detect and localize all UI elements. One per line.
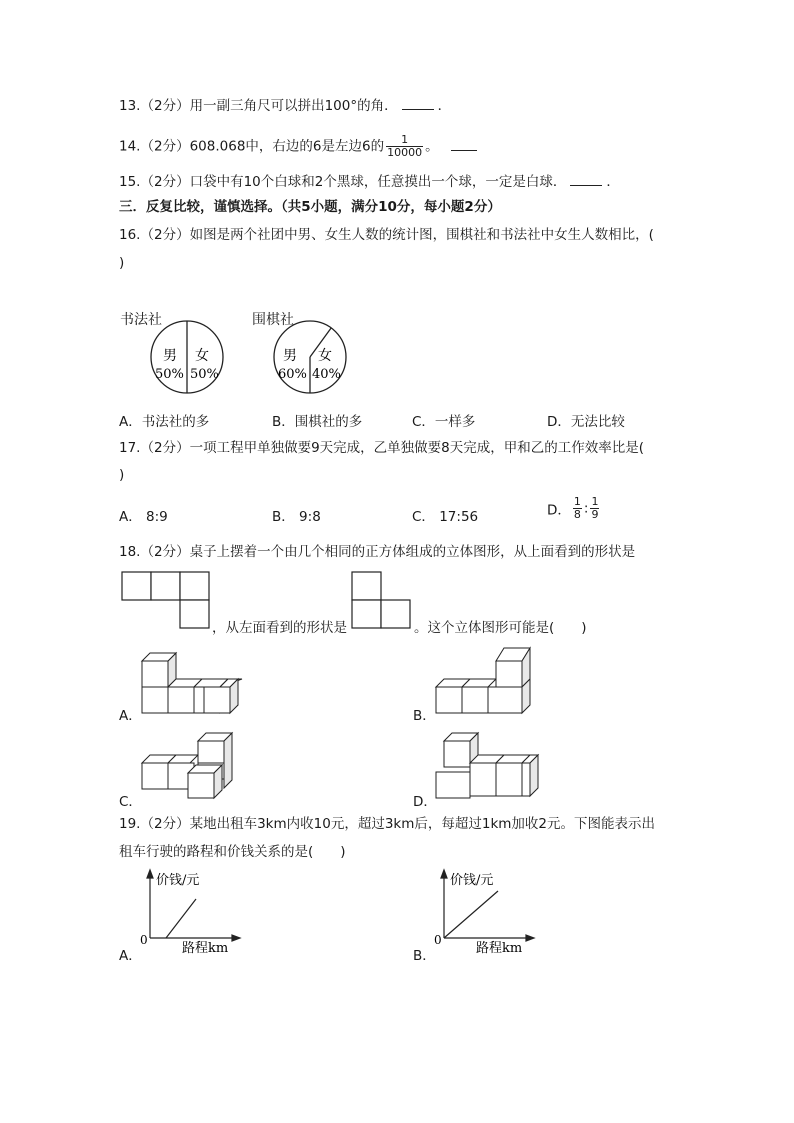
question-number: 15.	[119, 174, 141, 190]
option-b[interactable]: B． 9:8	[272, 509, 321, 525]
y-axis-arrow-icon	[441, 870, 447, 878]
option-label: D．	[547, 502, 571, 519]
chart-title-calligraphy: 书法社	[120, 312, 162, 328]
x-axis-label: 路程km	[476, 941, 523, 956]
option-c[interactable]: C． 17:56	[412, 509, 479, 525]
pie-label-female: 女	[318, 348, 332, 364]
fraction-denominator: 9	[591, 508, 599, 521]
x-axis-arrow-icon	[232, 935, 240, 941]
fraction-numerator: 1	[573, 495, 581, 508]
y-axis-label: 价钱/元	[156, 873, 200, 888]
origin-label: 0	[434, 933, 442, 947]
option-b[interactable]: B．	[413, 708, 436, 724]
question-text: 口袋中有10个白球和2个黑球，任意摸出一个球，一定是白球．	[189, 174, 567, 190]
question-tail: ．	[606, 174, 620, 190]
x-axis-label: 路程km	[182, 941, 229, 956]
question-score: （2分）	[140, 440, 190, 456]
cube-figure-a	[140, 645, 250, 717]
question-text-mid: ，从左面看到的形状是	[212, 620, 347, 636]
option-c[interactable]: C．	[119, 794, 142, 810]
price-line	[444, 891, 498, 938]
option-a[interactable]: A．	[119, 948, 142, 964]
x-axis-arrow-icon	[526, 935, 534, 941]
question-text: 608.068中，右边的6是左边6的	[189, 138, 385, 155]
left-view-figure	[351, 571, 415, 631]
question-text: 用一副三角尺可以拼出100°的角．	[189, 98, 398, 114]
option-c[interactable]: C．一样多	[412, 414, 476, 430]
origin-label: 0	[140, 933, 148, 947]
question-text-cont: 租车行驶的路程和价钱关系的是( )	[119, 844, 346, 860]
question-score: （2分）	[140, 174, 190, 190]
fraction-denominator: 8	[573, 508, 581, 521]
pie-value-female: 40%	[312, 367, 341, 382]
question-18	[119, 543, 635, 561]
question-number: 18.	[119, 544, 141, 560]
question-19	[119, 815, 655, 833]
answer-blank[interactable]	[570, 172, 602, 186]
question-number: 14.	[119, 138, 141, 155]
question-text-end: 。这个立体图形可能是( )	[414, 620, 587, 636]
question-score: （2分）	[140, 816, 190, 832]
section-heading: 三．反复比较，谨慎选择。（共5小题，满分10分，每小题2分）	[119, 199, 501, 215]
question-score: （2分）	[140, 138, 190, 155]
question-number: 13.	[119, 98, 141, 114]
question-number: 17.	[119, 440, 141, 456]
pie-value-male: 60%	[278, 367, 307, 382]
cube-figure-b	[434, 645, 546, 717]
question-15	[119, 172, 620, 191]
pie-label-male: 男	[283, 348, 297, 364]
answer-blank[interactable]	[402, 96, 434, 110]
ratio-colon: :	[583, 500, 589, 517]
pie-label-female: 女	[195, 348, 209, 364]
top-view-figure	[121, 571, 213, 631]
question-14	[119, 134, 481, 159]
question-text: 桌子上摆着一个由几个相同的正方体组成的立体图形，从上面看到的形状是	[189, 544, 636, 560]
question-tail: ．	[437, 98, 452, 114]
question-number: 19.	[119, 816, 141, 832]
question-17	[119, 439, 644, 457]
question-text: 一项工程甲单独做要9天完成，乙单独做要8天完成，甲和乙的工作效率比是(	[189, 440, 645, 456]
line-graph-b	[430, 866, 540, 958]
price-line	[166, 899, 196, 938]
fraction-numerator: 1	[386, 134, 423, 147]
pie-label-male: 男	[163, 348, 177, 364]
question-tail: 。	[425, 138, 439, 155]
pie-chart-go	[274, 321, 346, 393]
question-number: 16.	[119, 227, 141, 243]
pie-chart-calligraphy	[151, 321, 223, 393]
question-text: 如图是两个社团中男、女生人数的统计图，围棋社和书法社中女生人数相比，(	[189, 227, 654, 243]
question-13	[119, 96, 451, 115]
question-text-cont: )	[119, 255, 125, 271]
pie-value-male: 50%	[155, 367, 184, 382]
fraction	[573, 496, 582, 521]
fraction	[386, 134, 423, 159]
question-score: （2分）	[140, 98, 190, 114]
question-text-cont: )	[119, 467, 125, 483]
y-axis-arrow-icon	[147, 870, 153, 878]
option-b[interactable]: B．	[413, 948, 436, 964]
option-a[interactable]: A． 8:9	[119, 509, 168, 525]
fraction	[590, 496, 599, 521]
option-d[interactable]	[547, 496, 601, 521]
option-a[interactable]: A．	[119, 708, 142, 724]
option-a[interactable]: A．书法社的多	[119, 414, 210, 430]
fraction-denominator: 10000	[387, 146, 423, 159]
fraction-numerator: 1	[591, 495, 599, 508]
option-d[interactable]: D．	[413, 794, 437, 810]
question-score: （2分）	[140, 544, 190, 560]
pie-value-female: 50%	[190, 367, 219, 382]
answer-blank[interactable]	[451, 137, 477, 151]
chart-title-go: 围棋社	[252, 312, 294, 328]
option-b[interactable]: B．围棋社的多	[272, 414, 363, 430]
question-text: 某地出租车3km内收10元，超过3km后，每超过1km加收2元。下图能表示出	[189, 816, 656, 832]
cube-figure-c	[140, 730, 250, 802]
cube-figure-d	[434, 730, 546, 802]
line-graph-a	[136, 866, 246, 958]
option-d[interactable]: D．无法比较	[547, 414, 625, 430]
y-axis-label: 价钱/元	[450, 873, 494, 888]
question-score: （2分）	[140, 227, 190, 243]
pie-charts	[140, 318, 360, 398]
question-16	[119, 226, 654, 244]
